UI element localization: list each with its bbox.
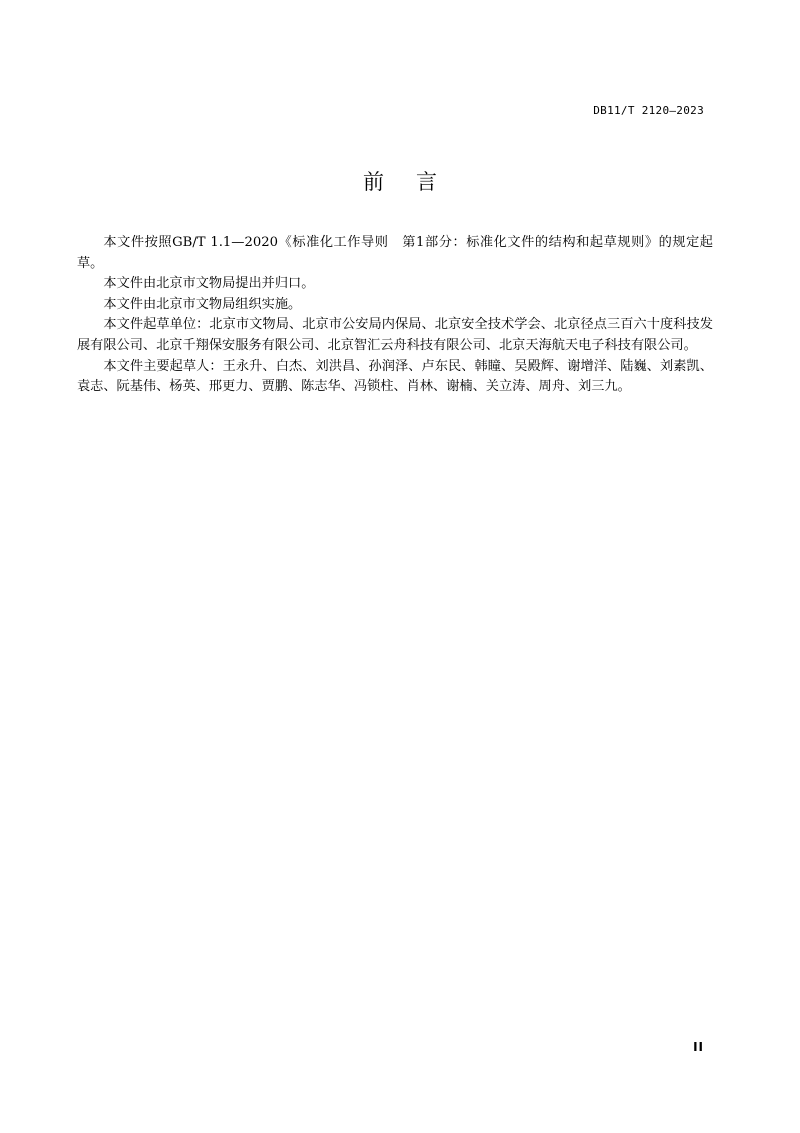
- paragraph-drafters: 本文件主要起草人：王永升、白杰、刘洪昌、孙润泽、卢东民、韩瞳、吴殿辉、谢增洋、陆巍、刘素凯、袁志、阮基伟、杨英、邢更力、贾鹏、陈志华、冯锁柱、肖林、谢楠、关立涛、周舟、刘三九。: [77, 358, 713, 395]
- paragraph-drafting-units: 本文件起草单位：北京市文物局、北京市公安局内保局、北京安全技术学会、北京径点三百六十度科技发展有限公司、北京千翔保安服务有限公司、北京智汇云舟科技有限公司、北京天海航天电子科技有限公司。: [77, 317, 713, 353]
- paragraph-drafting-rules: 本文件按照GB/T 1.1—2020《标准化工作导则 第1部分：标准化文件的结构和起草规则》的规定起草。: [77, 235, 713, 271]
- page-number: II: [693, 1040, 704, 1054]
- paragraph-proposer: 本文件由北京市文物局提出并归口。: [103, 276, 315, 292]
- paragraph-implementer: 本文件由北京市文物局组织实施。: [103, 296, 302, 312]
- document-code: DB11/T 2120—2023: [593, 104, 704, 117]
- page-title: 前言: [363, 170, 469, 194]
- foreword-body: [77, 233, 713, 398]
